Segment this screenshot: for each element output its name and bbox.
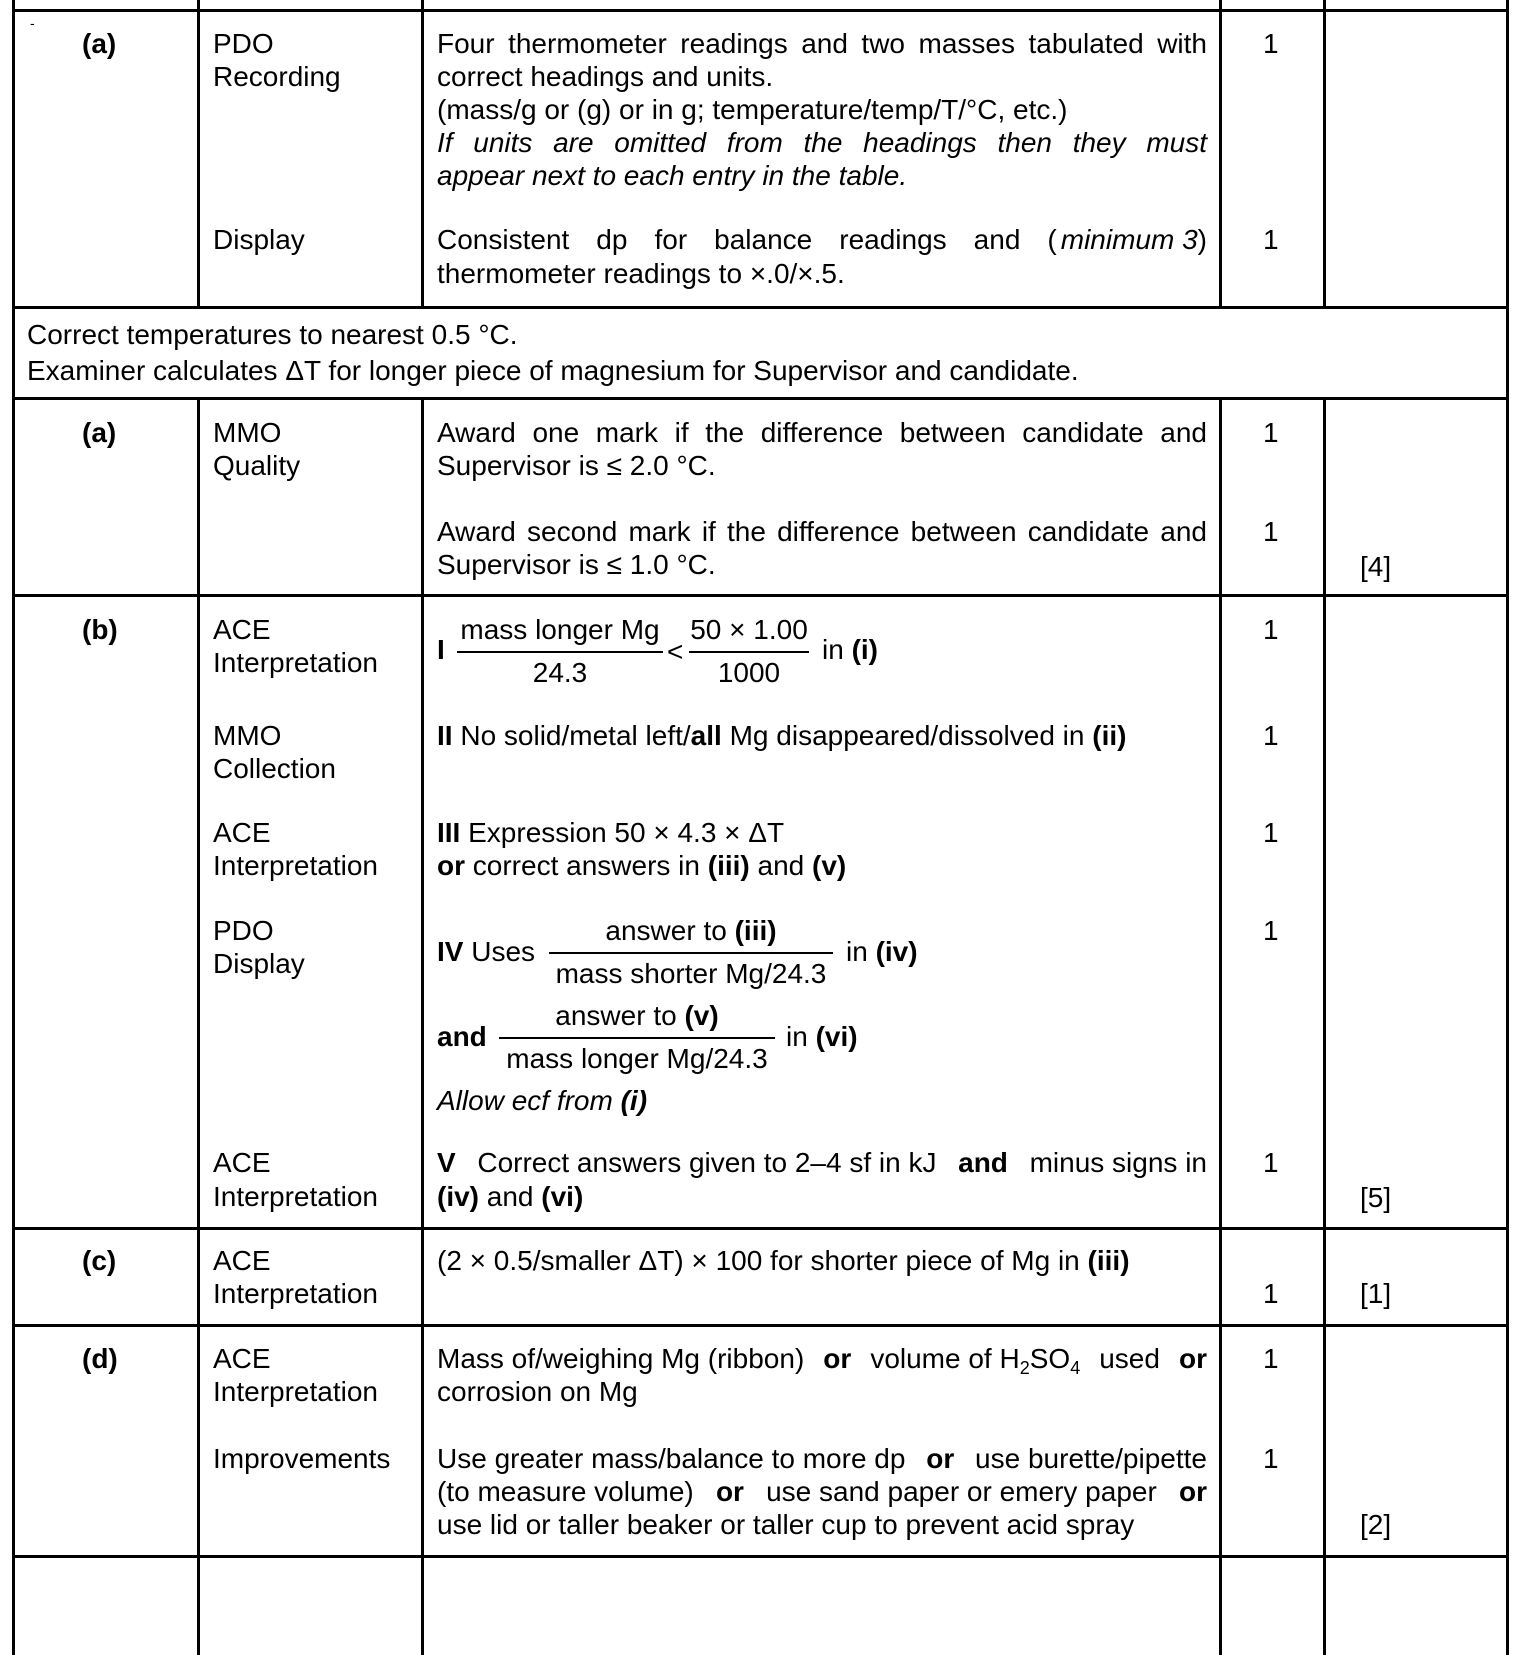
note-line: Examiner calculates ΔT for longer piece of magnesium for Supervisor and candidate. — [27, 355, 1079, 386]
fraction-numerator — [549, 913, 833, 948]
mark-value: 1 — [1263, 516, 1279, 547]
or-word: or — [823, 1343, 852, 1374]
skill-mmo: MMO — [213, 417, 282, 448]
skill-ace: ACE — [213, 614, 271, 645]
roman-numeral: IV — [437, 936, 464, 967]
rule-col4 — [1219, 0, 1222, 309]
criterion-text-line — [437, 222, 1207, 257]
total-marks: [2] — [1360, 1509, 1392, 1540]
part-label-b: (b) — [82, 614, 118, 645]
skill-ace: ACE — [213, 1147, 271, 1178]
skill-ace: ACE — [213, 817, 271, 848]
criterion-text-line: Award second mark if the difference between candidate and — [437, 516, 1207, 547]
criterion-fragment: use burette/pipette — [975, 1443, 1207, 1474]
criterion-text-line — [846, 934, 918, 969]
fraction-bar — [499, 1037, 775, 1039]
criterion-fragment: minus signs in — [1029, 1147, 1207, 1178]
criterion-text-line — [437, 1243, 1130, 1278]
criterion-note-line: appear next to each entry in the table. — [437, 160, 908, 191]
fraction-numerator: mass longer Mg — [460, 614, 660, 645]
skill-pdo: PDO — [213, 915, 274, 946]
subskill-collection: Collection — [213, 753, 336, 784]
formula-part: volume of H — [870, 1343, 1020, 1374]
criterion-fragment: No solid/metal left/ — [460, 720, 691, 751]
allow-text: Allow ecf from — [437, 1085, 613, 1116]
criterion-text-line: (mass/g or (g) or in g; temperature/temp/T/°C, etc.) — [437, 94, 1068, 125]
part-label-a1: (a) — [82, 28, 117, 59]
mark-value: 1 — [1263, 224, 1279, 255]
criterion-text-line — [437, 1441, 1207, 1476]
num-text: answer to — [605, 915, 727, 946]
criterion-text-line: correct headings and units. — [437, 61, 774, 92]
subscript: 4 — [1070, 1358, 1081, 1378]
part-label-a2: (a) — [82, 417, 117, 448]
in-word: in — [846, 936, 868, 967]
criterion-fragment: use sand paper or emery paper — [766, 1476, 1157, 1507]
rule-col5b — [1323, 397, 1326, 1655]
criterion-note-line — [437, 1083, 647, 1118]
mark-value: 1 — [1263, 1147, 1279, 1178]
criterion-fragment: correct answers in — [472, 850, 700, 881]
and-word: and — [486, 1181, 534, 1212]
criterion-text-line — [437, 848, 846, 883]
criterion-text-line — [822, 632, 878, 667]
criterion-text-line: use lid or taller beaker or taller cup to prevent acid spray — [437, 1509, 1135, 1540]
criterion-fragment: (to measure volume) — [437, 1476, 694, 1507]
criterion-text-line: Supervisor is ≤ 1.0 °C. — [437, 549, 716, 580]
subscript: 2 — [1019, 1358, 1030, 1378]
part-ref: (iv) — [875, 936, 918, 967]
skill-improvements: Improvements — [213, 1443, 391, 1474]
rule-col5 — [1323, 0, 1326, 309]
mark-value: 1 — [1263, 1278, 1279, 1309]
part-ref: (vi) — [815, 1021, 858, 1052]
part-ref: (iii) — [707, 850, 750, 881]
criterion-text-line — [437, 1474, 1207, 1509]
roman-numeral: V — [437, 1147, 456, 1178]
fraction-answer-v — [499, 998, 775, 1076]
rule-col3 — [421, 0, 424, 309]
criterion-fragment: Mg disappeared/dissolved in — [729, 720, 1085, 751]
subskill-interpretation: Interpretation — [213, 850, 378, 881]
criterion-fragment: (2 × 0.5/smaller ΔT) × 100 for shorter piece of Mg in — [437, 1245, 1080, 1276]
or-word: or — [1178, 1476, 1207, 1507]
roman-numeral: I — [437, 634, 445, 665]
criterion-fragment: Expression 50 × 4.3 × ΔT — [468, 817, 785, 848]
subskill-interpretation: Interpretation — [213, 1278, 378, 1309]
emphasis: all — [690, 720, 722, 751]
criterion-text-line: Supervisor is ≤ 2.0 °C. — [437, 450, 716, 481]
subskill-interpretation: Interpretation — [213, 1376, 378, 1407]
fraction-denominator: 24.3 — [532, 657, 588, 688]
part-label-d: (d) — [82, 1343, 118, 1374]
fraction-50-over-1000 — [689, 612, 809, 690]
rule-after-b — [12, 1227, 1509, 1230]
criterion-text-line — [437, 1179, 583, 1214]
roman-numeral: II — [437, 720, 453, 751]
fraction-numerator — [499, 998, 775, 1033]
and-word: and — [958, 1147, 1008, 1178]
fraction-numerator: 50 × 1.00 — [690, 614, 808, 645]
fraction-denominator: 1000 — [717, 657, 781, 688]
mark-value: 1 — [1263, 817, 1279, 848]
skill-ace: ACE — [213, 1245, 271, 1276]
skill-display: Display — [213, 224, 305, 255]
rule-after-a1 — [12, 306, 1509, 309]
part-ref: (iv) — [437, 1181, 479, 1212]
part-ref: (i) — [851, 634, 879, 665]
mark-value: 1 — [1263, 417, 1279, 448]
skill-ace: ACE — [213, 1343, 271, 1374]
rule-col4b — [1219, 397, 1222, 1655]
fraction-denominator: mass longer Mg/24.3 — [506, 1043, 768, 1074]
criterion-fragment: used — [1099, 1343, 1160, 1374]
and-word: and — [757, 850, 805, 881]
mark-value: 1 — [1263, 1343, 1279, 1374]
criterion-text-line — [437, 1341, 1207, 1376]
criterion-text-line: Award one mark if the difference between candidate and — [437, 417, 1207, 448]
criterion-text-line: thermometer readings to ×.0/×.5. — [437, 258, 845, 289]
rule-left — [12, 0, 15, 1655]
mark-value: 1 — [1263, 28, 1279, 59]
fraction-answer-iii — [549, 913, 833, 991]
and-word: and — [437, 1021, 487, 1052]
criterion-note-line: If units are omitted from the headings then they must — [437, 127, 1207, 158]
rule-after-a2 — [12, 594, 1509, 597]
criterion-fragment: Consistent dp for balance readings and ( — [437, 224, 1057, 255]
mark-value: 1 — [1263, 720, 1279, 751]
formula-part: SO — [1029, 1343, 1071, 1374]
or-word: or — [1178, 1343, 1207, 1374]
total-marks: [1] — [1360, 1278, 1392, 1309]
fraction-mass-over-24-3 — [457, 612, 663, 690]
mark-value: 1 — [1263, 915, 1279, 946]
total-marks: [4] — [1360, 551, 1392, 582]
or-word: or — [926, 1443, 955, 1474]
fraction-bar — [549, 952, 833, 954]
rule-after-c — [12, 1324, 1509, 1327]
criterion-text-line: Four thermometer readings and two masses tabulated with — [437, 28, 1207, 59]
subskill-recording: Recording — [213, 61, 341, 92]
less-than-sign: < — [667, 636, 684, 667]
part-ref: (ii) — [1092, 720, 1127, 751]
rule-col2b — [197, 397, 200, 1655]
rule-col3b — [421, 397, 424, 1655]
skill-mmo: MMO — [213, 720, 282, 751]
note-line: Correct temperatures to nearest 0.5 °C. — [27, 319, 518, 350]
stray-mark: - — [30, 15, 35, 31]
or-word: or — [437, 850, 465, 881]
uses-word: Uses — [471, 936, 536, 967]
rule-top — [12, 9, 1509, 12]
part-ref: (vi) — [541, 1181, 584, 1212]
part-ref: (v) — [812, 850, 847, 881]
criterion-text-line — [437, 934, 535, 969]
part-ref: (iii) — [1087, 1245, 1130, 1276]
criterion-fragment: minimum 3 — [1060, 224, 1198, 255]
rule-col2 — [197, 0, 200, 309]
criterion-fragment: Mass of/weighing Mg (ribbon) — [437, 1343, 805, 1374]
in-word: in — [822, 634, 844, 665]
fraction-bar — [457, 651, 663, 653]
roman-numeral: III — [437, 817, 461, 848]
skill-pdo: PDO — [213, 28, 274, 59]
part-ref: (i) — [620, 1085, 648, 1116]
criterion-fragment: Use greater mass/balance to more dp — [437, 1443, 906, 1474]
criterion-fragment: Correct answers given to 2–4 sf in kJ — [477, 1147, 937, 1178]
criterion-text-line: corrosion on Mg — [437, 1376, 638, 1407]
mark-value: 1 — [1263, 1443, 1279, 1474]
num-text: answer to — [555, 1000, 677, 1031]
criterion-text-line — [437, 718, 1126, 753]
rule-after-d — [12, 1555, 1509, 1558]
part-ref: (v) — [684, 1000, 719, 1031]
criterion-text-line — [437, 815, 784, 850]
subskill-interpretation: Interpretation — [213, 647, 378, 678]
subskill-quality: Quality — [213, 450, 301, 481]
total-marks: [5] — [1360, 1182, 1392, 1213]
criterion-text-line — [437, 1145, 1207, 1180]
fraction-bar — [689, 651, 809, 653]
fraction-denominator: mass shorter Mg/24.3 — [555, 958, 827, 989]
rule-right — [1506, 0, 1509, 1655]
part-ref: (iii) — [734, 915, 777, 946]
part-label-c: (c) — [82, 1245, 117, 1276]
criterion-fragment — [870, 1341, 1080, 1376]
mark-value: 1 — [1263, 614, 1279, 645]
subskill-interpretation: Interpretation — [213, 1181, 378, 1212]
rule-after-note — [12, 397, 1509, 400]
or-word: or — [715, 1476, 744, 1507]
subskill-display: Display — [213, 948, 305, 979]
in-word: in — [786, 1021, 808, 1052]
criterion-text-line — [786, 1019, 858, 1054]
criterion-fragment: ) — [1197, 224, 1207, 255]
